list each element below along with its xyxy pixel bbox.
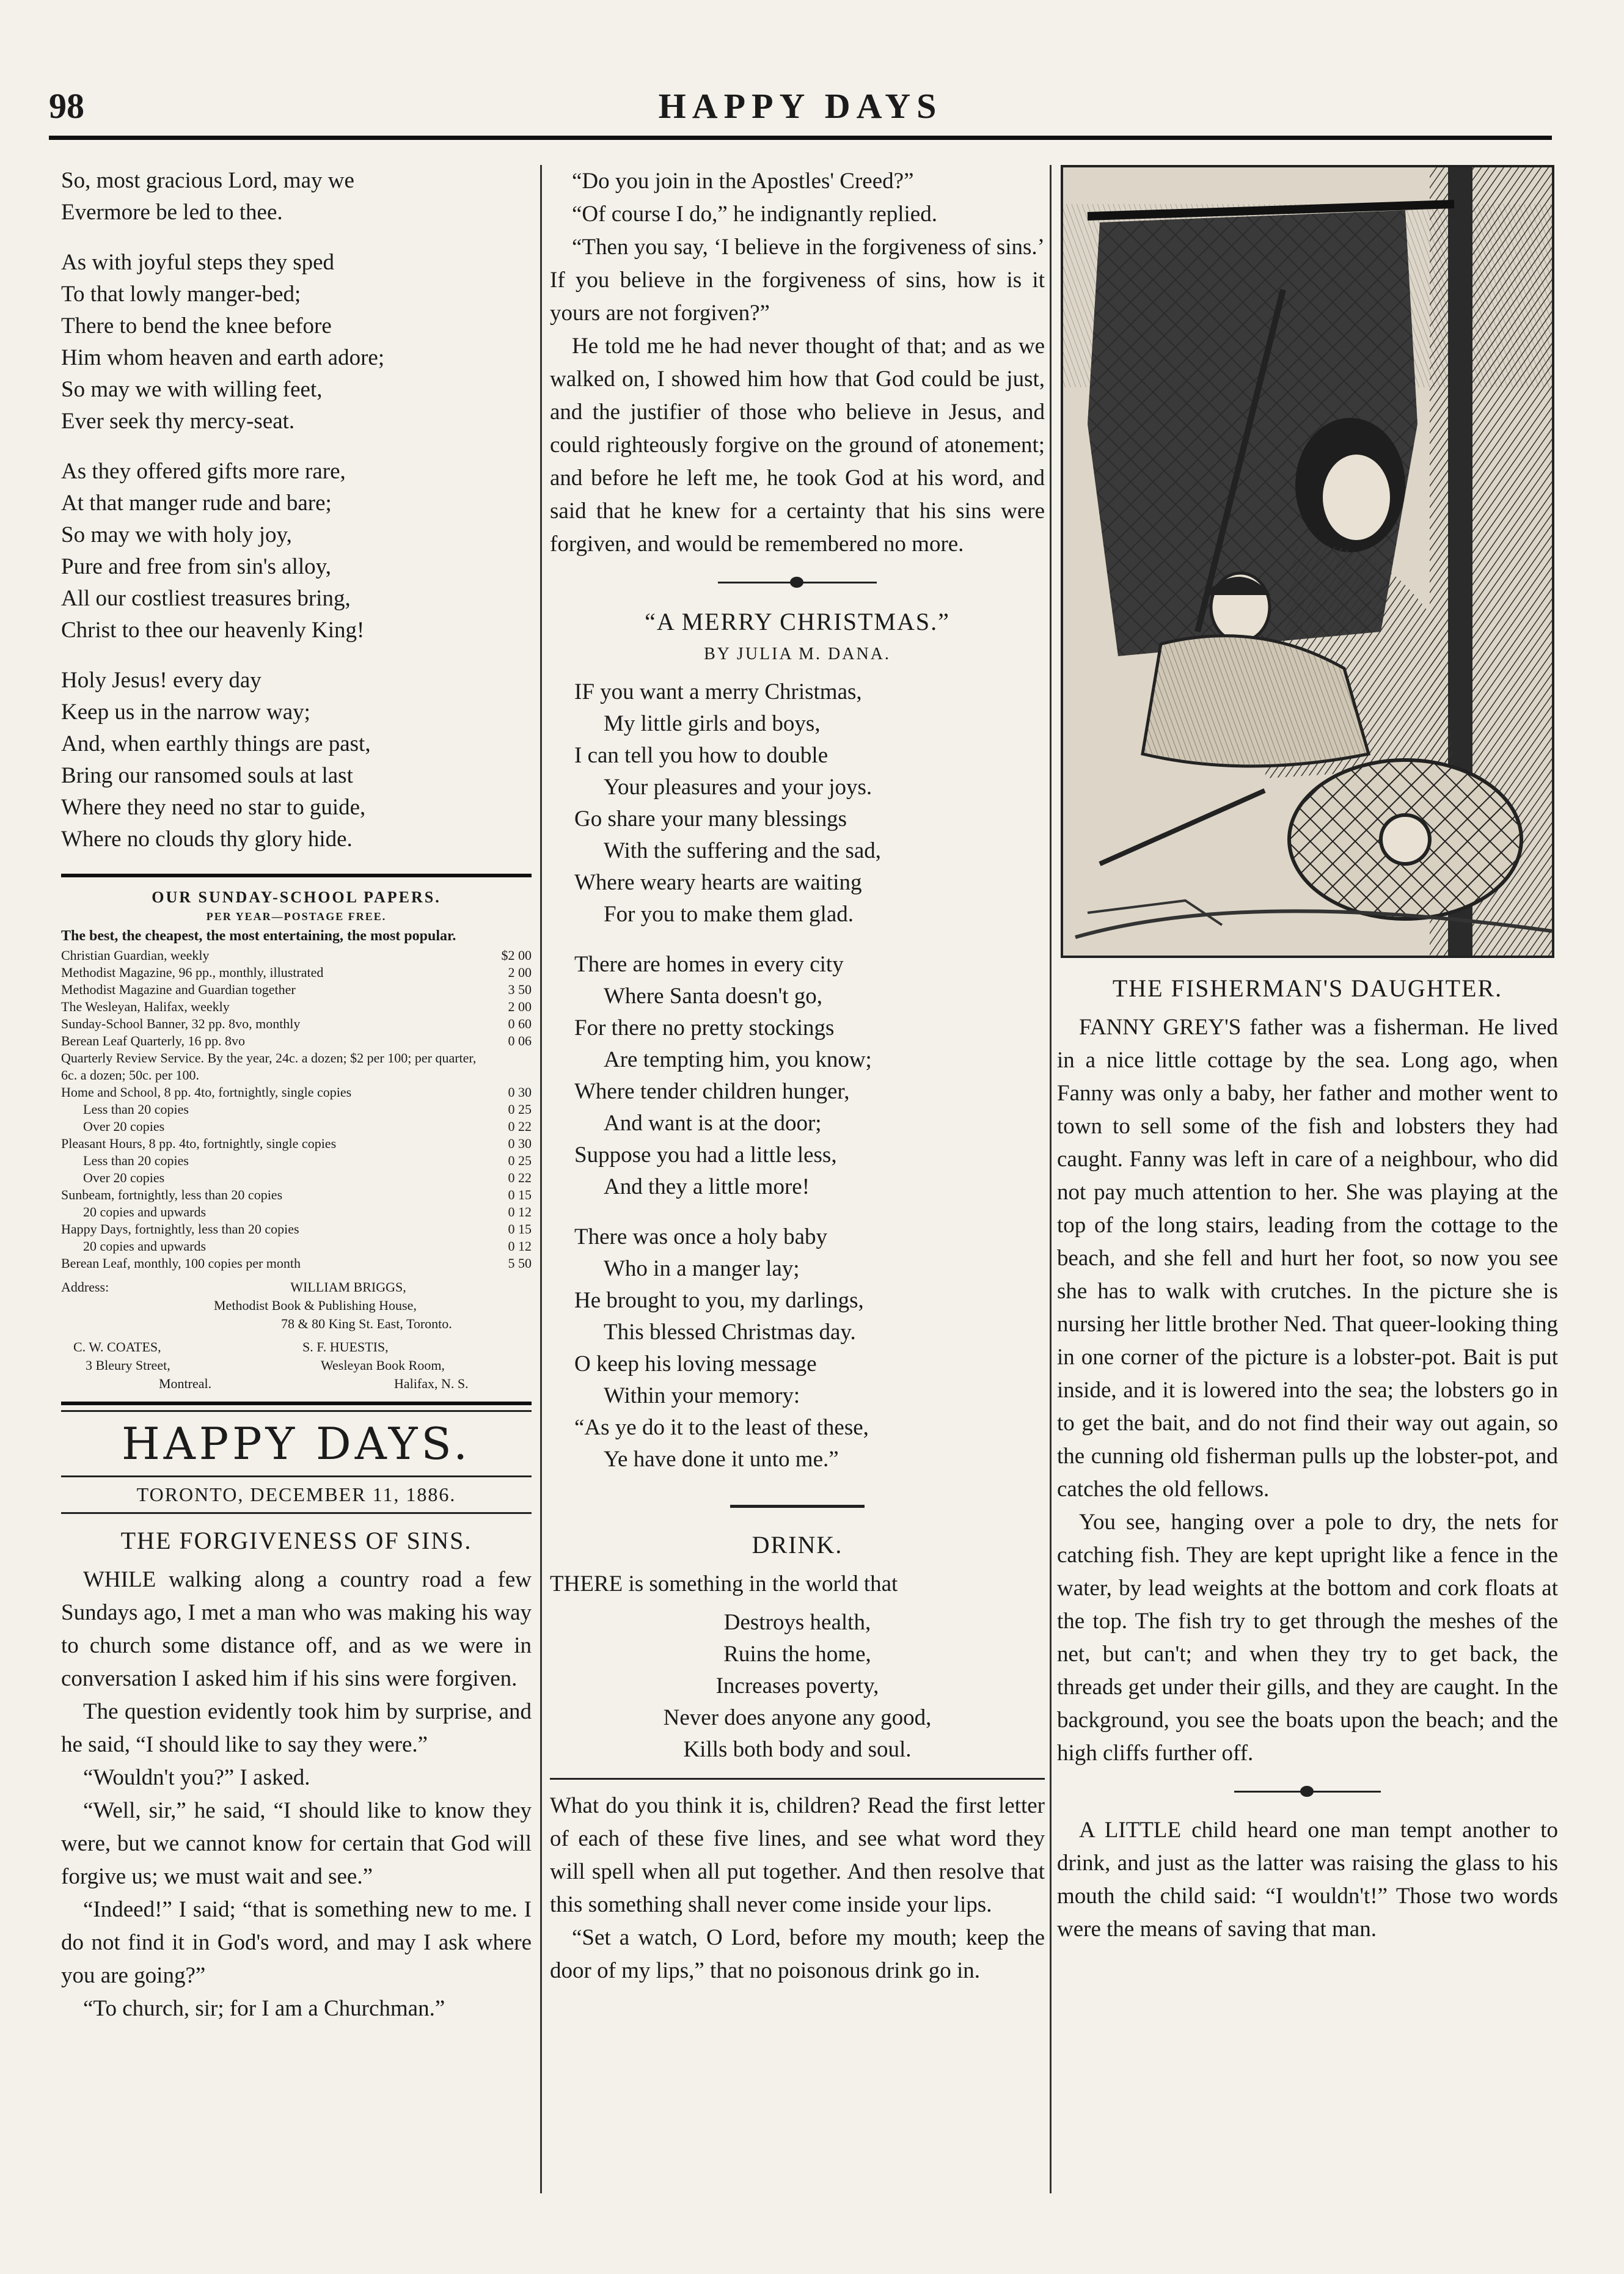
paragraph: The question evidently took him by surprise, and he said, “I should like to say they were.” <box>61 1699 532 1757</box>
paragraph: What do you think it is, children? Read the first letter of each of these five lines, and see what word they will spell when all put together. And then resolve that this something shall never come inside your lips. <box>550 1793 1045 1917</box>
paper-price: 0 22 <box>508 1119 532 1134</box>
paper-name: Pleasant Hours, 8 pp. 4to, fortnightly, single copies <box>61 1136 337 1151</box>
column-2 <box>550 165 1045 1987</box>
price-row <box>61 1135 532 1152</box>
merry-christmas-title: “A MERRY CHRISTMAS.” <box>645 608 950 635</box>
poem-stanza <box>61 665 532 855</box>
paper-price: 3 50 <box>508 982 532 997</box>
poem-line: Ever seek thy mercy-seat. <box>61 409 295 434</box>
paragraph: “Then you say, ‘I believe in the forgiveness of sins.’ If you believe in the forgiveness of sins, how is it yours are not forgiven?” <box>550 235 1045 326</box>
poem-line: IF you want a merry Christmas, <box>574 679 862 704</box>
price-row <box>61 1084 532 1101</box>
publisher-name: WILLIAM BRIGGS, <box>290 1279 406 1295</box>
price-row <box>61 1169 532 1186</box>
poem-line: He brought to you, my darlings, <box>574 1288 864 1313</box>
paper-name: Berean Leaf, monthly, 100 copies per month <box>61 1256 301 1271</box>
acrostic-line: Kills both body and soul. <box>683 1737 912 1762</box>
paper-price: 5 50 <box>508 1256 532 1271</box>
poem-line: And they a little more! <box>604 1174 810 1199</box>
paper-price: 0 25 <box>508 1153 532 1168</box>
paper-price: 0 25 <box>508 1102 532 1117</box>
agent2-line3: Halifax, N. S. <box>394 1376 469 1391</box>
poem-line: There are homes in every city <box>574 952 844 977</box>
poem-line: Where weary hearts are waiting <box>574 870 862 895</box>
poem-line: Go share your many blessings <box>574 806 847 832</box>
papers-title: OUR SUNDAY-SCHOOL PAPERS. <box>152 888 441 906</box>
price-row <box>61 964 532 981</box>
poem-line: With the suffering and the sad, <box>604 838 882 863</box>
little-child-article: A LITTLE child heard one man tempt another to drink, and just as the latter was raising the glass to his mouth the child said: “I wouldn't!” Those two words were the means of saving that man. <box>1057 1818 1558 1942</box>
poem-line: For you to make them glad. <box>604 902 854 927</box>
paper-name: Less than 20 copies <box>83 1153 189 1168</box>
poem-stanza <box>61 456 532 646</box>
running-title: HAPPY DAYS <box>658 86 943 126</box>
paper-name: 20 copies and upwards <box>83 1238 207 1254</box>
price-row <box>61 1238 532 1255</box>
papers-lead: The best, the cheapest, the most entertaining, the most popular. <box>61 928 456 944</box>
paper-name: Christian Guardian, weekly <box>61 948 210 963</box>
agent2-line2: Wesleyan Book Room, <box>321 1358 445 1373</box>
paragraph: “Do you join in the Apostles' Creed?” <box>572 169 914 194</box>
price-table <box>61 947 532 1272</box>
poem-line: Where tender children hunger, <box>574 1079 850 1104</box>
column-1 <box>61 165 532 2025</box>
paper-name: Methodist Magazine, 96 pp., monthly, illustrated <box>61 965 324 980</box>
poem-line: So may we with holy joy, <box>61 522 292 547</box>
divider-rule <box>61 1512 532 1514</box>
column-divider-2 <box>1050 165 1052 2193</box>
poem-line: Are tempting him, you know; <box>604 1047 872 1072</box>
paper-name: Sunday-School Banner, 32 pp. 8vo, monthly <box>61 1016 301 1031</box>
paragraph: “Set a watch, O Lord, before my mouth; keep the door of my lips,” that no poisonous drink go in. <box>550 1925 1045 1983</box>
paragraph: “Indeed!” I said; “that is something new to me. I do not find it in God's word, and may I ask where you are going?” <box>61 1897 532 1988</box>
fisherman-daughter-article <box>1057 1011 1558 1770</box>
drink-article <box>550 1790 1045 1987</box>
agent1-name: C. W. COATES, <box>73 1339 161 1355</box>
poem-stanza <box>574 676 1045 930</box>
poem-line: To that lowly manger-bed; <box>61 282 301 307</box>
paragraph: “Well, sir,” he said, “I should like to know they were, but we cannot know for certain that God will forgive us; we must wait and see.” <box>61 1798 532 1889</box>
column-3 <box>1057 165 1558 1946</box>
agent2-name: S. F. HUESTIS, <box>302 1339 389 1355</box>
sunday-school-papers <box>61 888 532 1393</box>
poem-line: There was once a holy baby <box>574 1224 828 1249</box>
paper-price: 0 15 <box>508 1187 532 1202</box>
engraving-picture <box>1063 167 1552 956</box>
paper-price: 0 06 <box>508 1033 532 1048</box>
poem-line: This blessed Christmas day. <box>604 1320 856 1345</box>
paper-name: Quarterly Review Service. By the year, 24c. a dozen; $2 per 100; per quarter, 6c. a dozen; 50c. per 100. <box>61 1050 477 1083</box>
divider-rule <box>61 874 532 877</box>
acrostic-line: Never does anyone any good, <box>663 1705 932 1730</box>
poem-line: There to bend the knee before <box>61 313 332 338</box>
paper-name: Sunbeam, fortnightly, less than 20 copies <box>61 1187 283 1202</box>
paper-price: 2 00 <box>508 999 532 1014</box>
acrostic-line: Destroys health, <box>723 1610 871 1635</box>
publisher-line3: 78 & 80 King St. East, Toronto. <box>281 1316 452 1331</box>
agent1-line3: Montreal. <box>159 1376 212 1391</box>
column-divider-1 <box>540 165 542 2193</box>
paper-price: 0 30 <box>508 1136 532 1151</box>
poem-line: Where no clouds thy glory hide. <box>61 827 353 852</box>
price-row <box>61 1101 532 1118</box>
poem-line: Who in a manger lay; <box>604 1256 800 1281</box>
paper-price <box>483 1050 532 1084</box>
acrostic-line: Increases poverty, <box>715 1673 879 1698</box>
paragraph: “Wouldn't you?” I asked. <box>83 1765 310 1790</box>
poem-line: Pure and free from sin's alloy, <box>61 554 331 579</box>
price-row <box>61 1033 532 1050</box>
paragraph: He told me he had never thought of that; and as we walked on, I showed him how that God could be just, and the justifier of those who believe in Jesus, and could righteously forgive on the ground of atonement; and before he left me, he took God at his word, and said that he knew for a certainty that his sins were forgiven, and would be remembered no more. <box>550 334 1045 557</box>
poem-line: Where they need no star to guide, <box>61 795 366 820</box>
poem-line: Bring our ransomed souls at last <box>61 763 353 788</box>
price-row <box>61 1186 532 1204</box>
poem-line: And, when earthly things are past, <box>61 731 371 756</box>
price-row <box>61 1015 532 1033</box>
merry-christmas-byline: BY JULIA M. DANA. <box>704 645 891 664</box>
divider-rule <box>61 1475 532 1477</box>
paper-price: 0 60 <box>508 1016 532 1031</box>
paper-price: $2 00 <box>501 948 532 963</box>
paper-name: Methodist Magazine and Guardian together <box>61 982 296 997</box>
paper-name: Over 20 copies <box>83 1170 165 1185</box>
masthead <box>49 86 1552 134</box>
poem-line: And want is at the door; <box>604 1111 822 1136</box>
paper-name: Berean Leaf Quarterly, 16 pp. 8vo <box>61 1033 245 1048</box>
drink-intro: THERE is something in the world that <box>550 1571 898 1596</box>
price-row <box>61 1152 532 1169</box>
poem-line: As they offered gifts more rare, <box>61 459 346 484</box>
poem-line: I can tell you how to double <box>574 743 828 768</box>
divider-rule <box>61 1402 532 1405</box>
paper-name: Over 20 copies <box>83 1119 165 1134</box>
paper-name: The Wesleyan, Halifax, weekly <box>61 999 230 1014</box>
poem-line: Where Santa doesn't go, <box>604 984 823 1009</box>
poem-line: Within your memory: <box>604 1383 800 1408</box>
drink-title: DRINK. <box>752 1531 843 1559</box>
price-row <box>61 1050 532 1084</box>
paper-name: Less than 20 copies <box>83 1102 189 1117</box>
poem-line: Evermore be led to thee. <box>61 200 283 225</box>
publisher-address <box>61 1278 532 1393</box>
paper-name: 20 copies and upwards <box>83 1204 207 1219</box>
papers-subtitle: PER YEAR—POSTAGE FREE. <box>206 910 387 923</box>
ornament-divider <box>718 571 877 595</box>
price-row <box>61 998 532 1015</box>
acrostic-line: Ruins the home, <box>723 1642 871 1667</box>
forgiveness-article-continued <box>550 165 1045 561</box>
paper-name: Home and School, 8 pp. 4to, fortnightly, single copies <box>61 1084 352 1100</box>
paper-price: 0 12 <box>508 1238 532 1254</box>
price-row <box>61 1255 532 1272</box>
page-number: 98 <box>49 86 84 126</box>
price-row <box>61 947 532 964</box>
poem-line: As with joyful steps they sped <box>61 250 335 275</box>
drink-acrostic <box>550 1607 1045 1766</box>
hymn-poem <box>61 165 532 855</box>
poem-line: For there no pretty stockings <box>574 1015 835 1040</box>
price-row <box>61 1204 532 1221</box>
price-row <box>61 1118 532 1135</box>
agent1-line2: 3 Bleury Street, <box>86 1358 170 1373</box>
poem-line: At that manger rude and bare; <box>61 491 332 516</box>
poem-line: Ye have done it unto me.” <box>604 1447 839 1472</box>
poem-line: Your pleasures and your joys. <box>604 775 872 800</box>
poem-stanza <box>61 247 532 437</box>
poem-line: Christ to thee our heavenly King! <box>61 618 365 643</box>
forgiveness-article <box>61 1563 532 2025</box>
poem-line: Holy Jesus! every day <box>61 668 262 693</box>
paragraph: “To church, sir; for I am a Churchman.” <box>83 1996 445 2021</box>
poem-line: My little girls and boys, <box>604 711 821 736</box>
divider-rule <box>61 1410 532 1412</box>
ornament-divider <box>1234 1780 1381 1804</box>
paper-price: 2 00 <box>508 965 532 980</box>
divider-rule <box>550 1778 1045 1780</box>
poem-line: All our costliest treasures bring, <box>61 586 351 611</box>
poem-line: So may we with willing feet, <box>61 377 323 402</box>
paragraph: “Of course I do,” he indignantly replied. <box>572 202 937 227</box>
paragraph: You see, hanging over a pole to dry, the nets for catching fish. They are kept upright like a fence in the water, by lead weights at the bottom and cork floats at the top. The fish try to get through the meshes of the net, but can't; and when they try to get back, the threads get under their gills, and they are caught. In the background, you see the boats upon the beach; and the high cliffs further off. <box>1057 1510 1558 1766</box>
forgiveness-title: THE FORGIVENESS OF SINS. <box>120 1527 472 1554</box>
merry-christmas-poem <box>550 676 1045 1475</box>
poem-line: Keep us in the narrow way; <box>61 700 310 725</box>
poem-line: O keep his loving message <box>574 1351 817 1376</box>
poem-line: Suppose you had a little less, <box>574 1142 837 1168</box>
paper-price: 0 12 <box>508 1204 532 1219</box>
poem-stanza <box>574 1221 1045 1475</box>
poem-line: Him whom heaven and earth adore; <box>61 345 385 370</box>
paper-price: 0 15 <box>508 1221 532 1237</box>
poem-stanza <box>574 949 1045 1203</box>
header-rule <box>49 136 1552 140</box>
paragraph: WHILE walking along a country road a few Sundays ago, I met a man who was making his way to church some distance off, and as we were in conversation I asked him if his sins were forgiven. <box>61 1567 532 1691</box>
ornament-divider <box>730 1494 865 1518</box>
publisher-line2: Methodist Book & Publishing House, <box>214 1298 417 1313</box>
fisherman-daughter-illustration <box>1061 165 1554 958</box>
fisherman-daughter-title: THE FISHERMAN'S DAUGHTER. <box>1112 974 1503 1002</box>
poem-stanza <box>61 165 532 228</box>
poem-line: “As ye do it to the least of these, <box>574 1415 869 1440</box>
dateline: TORONTO, DECEMBER 11, 1886. <box>136 1483 456 1505</box>
price-row <box>61 1221 532 1238</box>
paragraph: FANNY GREY'S father was a fisherman. He lived in a nice little cottage by the sea. Long ago, when Fanny was only a baby, her father and mother went to town to sell some of the fish and lobsters they had caught. Fanny was left in care of a neighbour, who did not pay much attention to her. She was playing at the top of the long stairs, leading from the cottage to the beach, and she fell and hurt her foot, so now you see she has to walk with crutches. In the picture she is nursing her little brother Ned. That queer-looking thing in one corner of the picture is a lobster-pot. Bait is put inside, and it is lowered into the sea; the lobsters go in to get the bait, and do not find their way out again, so the cunning old fisherman pulls up the lobster-pot, and catches the old fellows. <box>1057 1015 1558 1502</box>
price-row <box>61 981 532 998</box>
paper-price: 0 30 <box>508 1084 532 1100</box>
poem-line: So, most gracious Lord, may we <box>61 168 354 193</box>
paper-name: Happy Days, fortnightly, less than 20 copies <box>61 1221 299 1237</box>
address-label: Address: <box>61 1279 109 1295</box>
paper-title: HAPPY DAYS. <box>121 1418 472 1469</box>
paper-price: 0 22 <box>508 1170 532 1185</box>
